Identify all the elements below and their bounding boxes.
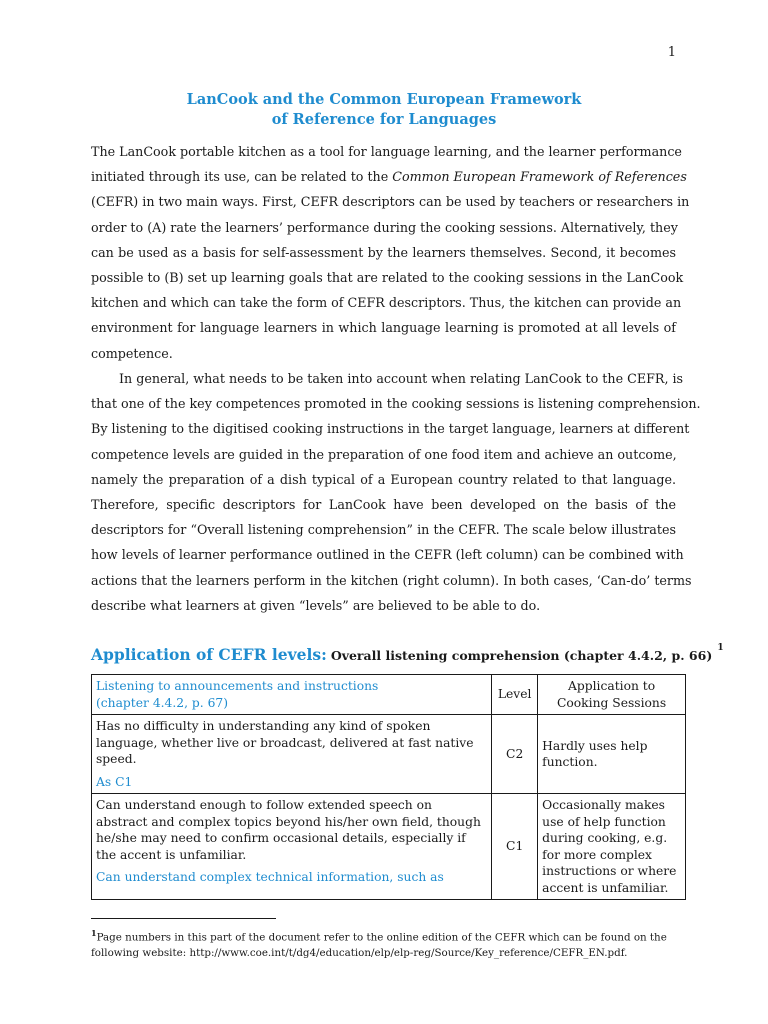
text-line: order to (A) rate the learners’ performance during the cooking sessions. Alternatively, they	[91, 219, 678, 235]
section-heading	[91, 642, 724, 664]
text-line: that one of the key competences promoted in the cooking sessions is listening comprehension.	[91, 396, 701, 412]
cefr-table	[91, 674, 686, 900]
text-line: competence levels are guided in the preparation of one food item and achieve an outcome,	[91, 446, 677, 462]
section-title: Application of CEFR levels:	[91, 645, 327, 664]
footnote-reference[interactable]: 1	[717, 642, 724, 653]
footnote	[91, 925, 681, 961]
text-line: initiated through its use, can be related to the Common European Framework of References	[91, 169, 687, 185]
section-subtitle: Overall listening comprehension (chapter 4.4.2, p. 66)	[330, 648, 713, 663]
header-listening: Listening to announcements and instructions (chapter 4.4.2, p. 67)	[92, 675, 492, 715]
footnote-line: following website: http://www.coe.int/t/dg4/education/elp/elp-reg/Source/Key_reference/CEFR_EN.pdf.	[91, 947, 628, 960]
title-line-1: LanCook and the Common European Framework	[186, 91, 582, 108]
announcement-text: Can understand complex technical information, such as	[96, 870, 444, 884]
footnote-line: $^1$Page numbers in this part of the document refer to the online edition of the CEFR which can be found on the	[91, 928, 667, 944]
text-line: In general, what needs to be taken into account when relating LanCook to the CEFR, is	[119, 371, 684, 386]
text-line: The LanCook portable kitchen as a tool for language learning, and the learner performance	[91, 144, 682, 159]
descriptor-cell	[92, 715, 492, 794]
table-header-row	[92, 675, 686, 715]
descriptor-text: Has no difficulty in understanding any kind of spoken language, whether live or broadcast, delivered at fast native speed.	[96, 719, 474, 766]
text-line: descriptors for “Overall listening comprehension” in the CEFR. The scale below illustrates	[91, 522, 676, 538]
table-row	[92, 794, 686, 900]
text-line: (CEFR) in two main ways. First, CEFR descriptors can be used by teachers or researchers in	[91, 194, 690, 210]
cefr-title-italic: Common European Framework of References	[392, 169, 687, 185]
text-line: Therefore, specific descriptors for LanCook have been developed on the basis of the	[91, 496, 676, 512]
title-line-2: of Reference for Languages	[271, 111, 497, 128]
text-line: competence.	[91, 345, 173, 361]
intro-paragraph	[91, 139, 690, 366]
text-line: describe what learners at given “levels” are believed to be able to do.	[91, 597, 541, 613]
text-line: actions that the learners perform in the kitchen (right column). In both cases, ‘Can-do’ terms	[91, 572, 692, 588]
text-line: kitchen and which can take the form of CEFR descriptors. Thus, the kitchen can provide an	[91, 295, 682, 311]
footnote-marker: 1	[91, 928, 97, 938]
text-line: can be used as a basis for self-assessment by the learners themselves. Second, it becomes	[91, 244, 676, 260]
text-line: namely the preparation of a dish typical of a European country related to that language.	[91, 471, 676, 487]
level-cell: C2	[492, 715, 538, 794]
text-line: how levels of learner performance outlined in the CEFR (left column) can be combined with	[91, 547, 684, 563]
announcement-text: As C1	[96, 774, 133, 789]
body-paragraph	[91, 366, 701, 618]
text-line: environment for language learners in which language learning is promoted at all levels of	[91, 320, 676, 336]
text-line: By listening to the digitised cooking instructions in the target language, learners at different	[91, 421, 690, 437]
text-line: possible to (B) set up learning goals that are related to the cooking sessions in the LanCook	[91, 269, 684, 285]
header-application: Application to Cooking Sessions	[538, 675, 686, 715]
page-title	[90, 90, 678, 130]
table-row	[92, 715, 686, 794]
application-cell: Hardly uses help function.	[538, 715, 686, 794]
page-number: 1	[667, 45, 676, 60]
application-cell: Occasionally makes use of help function during cooking, e.g. for more complex instructions or where accent is unfamiliar.	[538, 794, 686, 900]
header-level: Level	[492, 675, 538, 715]
descriptor-text: Can understand enough to follow extended speech on abstract and complex topics beyond his/her own field, though he/she may need to confirm occasional details, especially if the accent is unfamiliar.	[96, 798, 481, 862]
level-cell: C1	[492, 794, 538, 900]
footnote-separator	[91, 918, 276, 919]
descriptor-cell	[92, 794, 492, 900]
